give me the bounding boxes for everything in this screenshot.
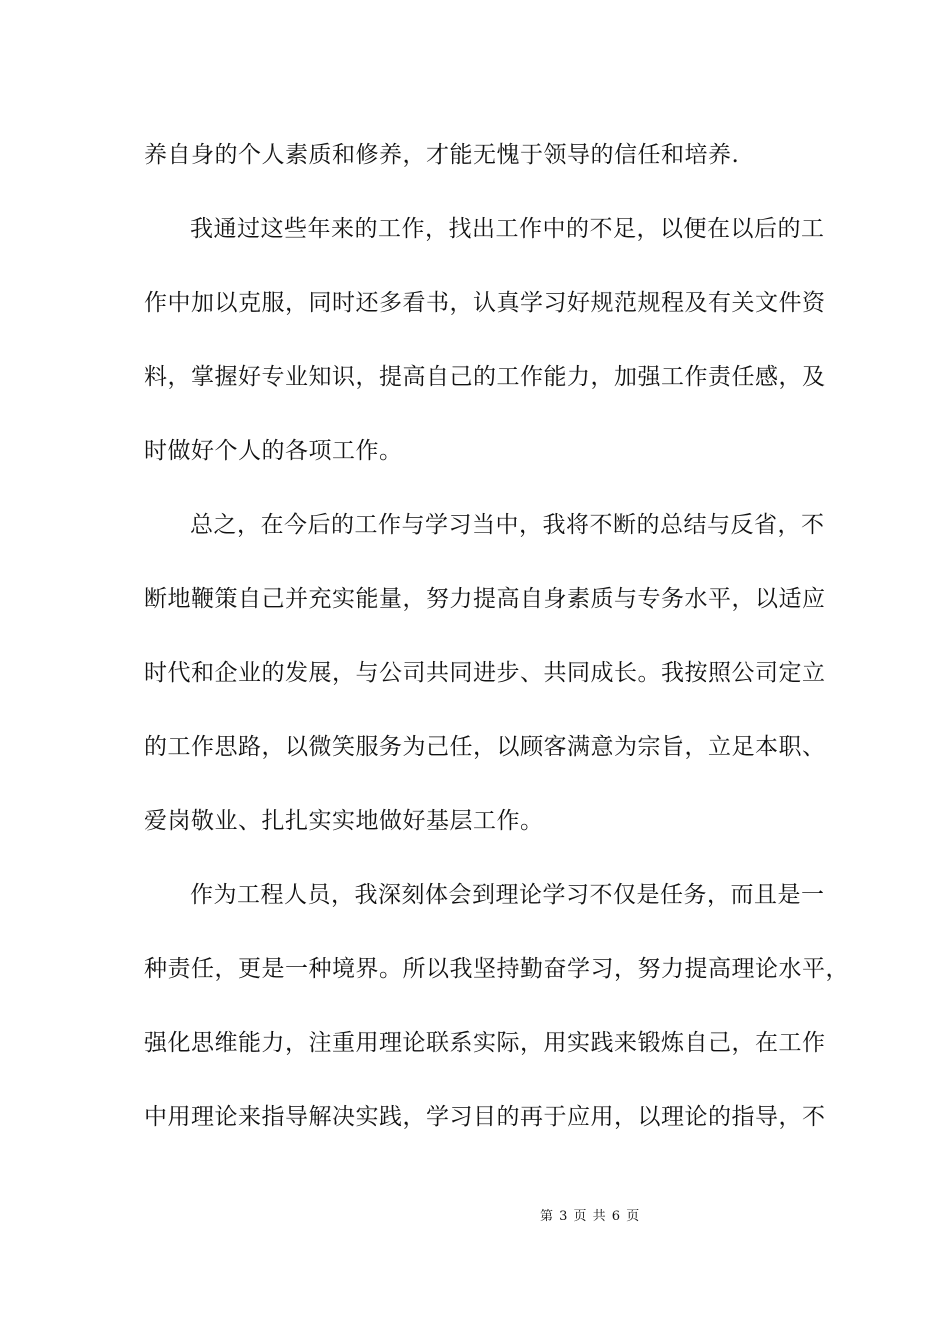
paragraph-first-line: 作为工程人员，我深刻体会到理论学习不仅是任务，而且是一	[190, 882, 825, 908]
paragraph-first-line: 我通过这些年来的工作，找出工作中的不足，以便在以后的工	[190, 216, 825, 242]
text-line: 中用理论来指导解决实践，学习目的再于应用，以理论的指导，不	[144, 1104, 826, 1130]
page-number-footer: 第 3 页 共 6 页	[540, 1209, 641, 1224]
text-line: 作中加以克服，同时还多看书，认真学习好规范规程及有关文件资	[144, 290, 826, 316]
text-line: 养自身的个人素质和修养，才能无愧于领导的信任和培养.	[144, 142, 740, 168]
text-line: 料，掌握好专业知识，提高自己的工作能力，加强工作责任感，及	[144, 364, 826, 390]
text-line: 的工作思路，以微笑服务为己任，以顾客满意为宗旨，立足本职、	[144, 734, 826, 760]
text-line: 强化思维能力，注重用理论联系实际，用实践来锻炼自己，在工作	[144, 1030, 826, 1056]
text-line: 时做好个人的各项工作。	[144, 438, 403, 464]
paragraph-first-line: 总之，在今后的工作与学习当中，我将不断的总结与反省，不	[190, 512, 825, 538]
text-line: 爱岗敬业、扎扎实实地做好基层工作。	[144, 808, 544, 834]
text-line: 种责任，更是一种境界。所以我坚持勤奋学习，努力提高理论水平，	[144, 956, 849, 982]
text-line: 时代和企业的发展，与公司共同进步、共同成长。我按照公司定立	[144, 660, 826, 686]
text-line: 断地鞭策自己并充实能量，努力提高自身素质与专务水平，以适应	[144, 586, 826, 612]
